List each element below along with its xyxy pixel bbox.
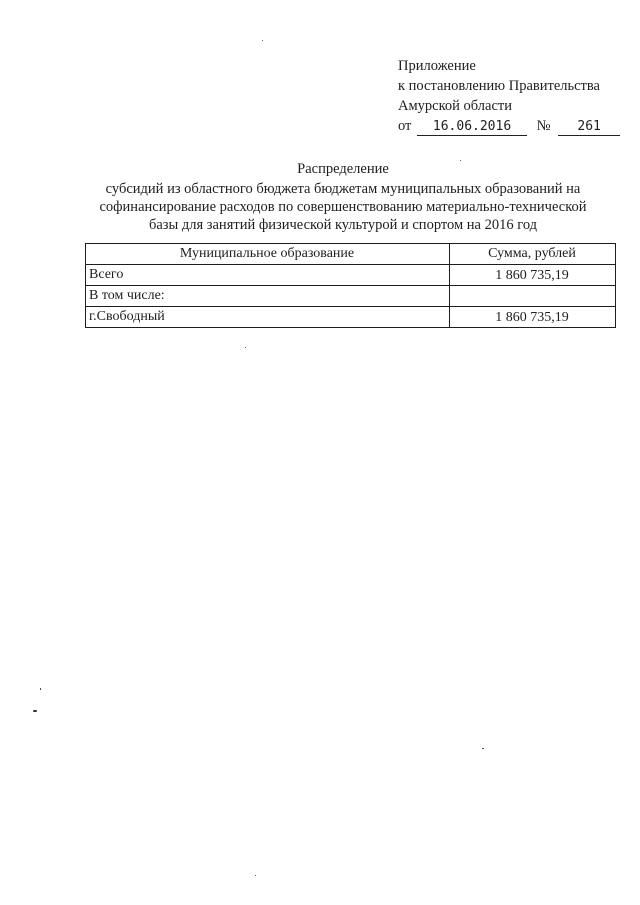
row-name: г.Свободный <box>86 307 450 328</box>
table-row <box>86 286 616 307</box>
title-line-1: субсидий из областного бюджета бюджетам муниципальных образований на <box>105 181 581 197</box>
appendix-decree: к постановлению Правительства <box>398 78 600 94</box>
appendix-label: Приложение <box>398 58 476 74</box>
scan-speck <box>460 160 461 161</box>
number-sign: № <box>536 118 551 134</box>
decree-date: 16.06.2016 <box>417 119 527 136</box>
header-municipality: Муниципальное образование <box>86 244 450 265</box>
distribution-table <box>85 243 616 328</box>
row-amount <box>450 286 616 307</box>
date-prefix: от <box>398 118 412 134</box>
decree-number: 261 <box>558 119 620 136</box>
appendix-block <box>398 56 620 136</box>
scan-speck <box>482 748 484 749</box>
document-title <box>70 160 616 234</box>
appendix-region: Амурской области <box>398 98 512 114</box>
scan-speck <box>255 875 256 876</box>
table-row <box>86 265 616 286</box>
title-heading: Распределение <box>297 161 389 177</box>
title-line-3: базы для занятий физической культурой и спортом на 2016 год <box>148 217 538 233</box>
table-header-row <box>86 244 616 265</box>
scan-speck <box>40 688 41 690</box>
scan-speck <box>262 40 263 41</box>
row-amount: 1 860 735,19 <box>450 307 616 328</box>
scan-speck <box>33 710 37 712</box>
title-line-2: софинансирование расходов по совершенствованию материально-технической <box>99 199 587 215</box>
table-row <box>86 307 616 328</box>
row-amount: 1 860 735,19 <box>450 265 616 286</box>
row-name: В том числе: <box>86 286 450 307</box>
scan-speck <box>245 347 246 348</box>
row-name: Всего <box>86 265 450 286</box>
decree-date-number-line <box>398 116 620 136</box>
header-amount: Сумма, рублей <box>450 244 616 265</box>
